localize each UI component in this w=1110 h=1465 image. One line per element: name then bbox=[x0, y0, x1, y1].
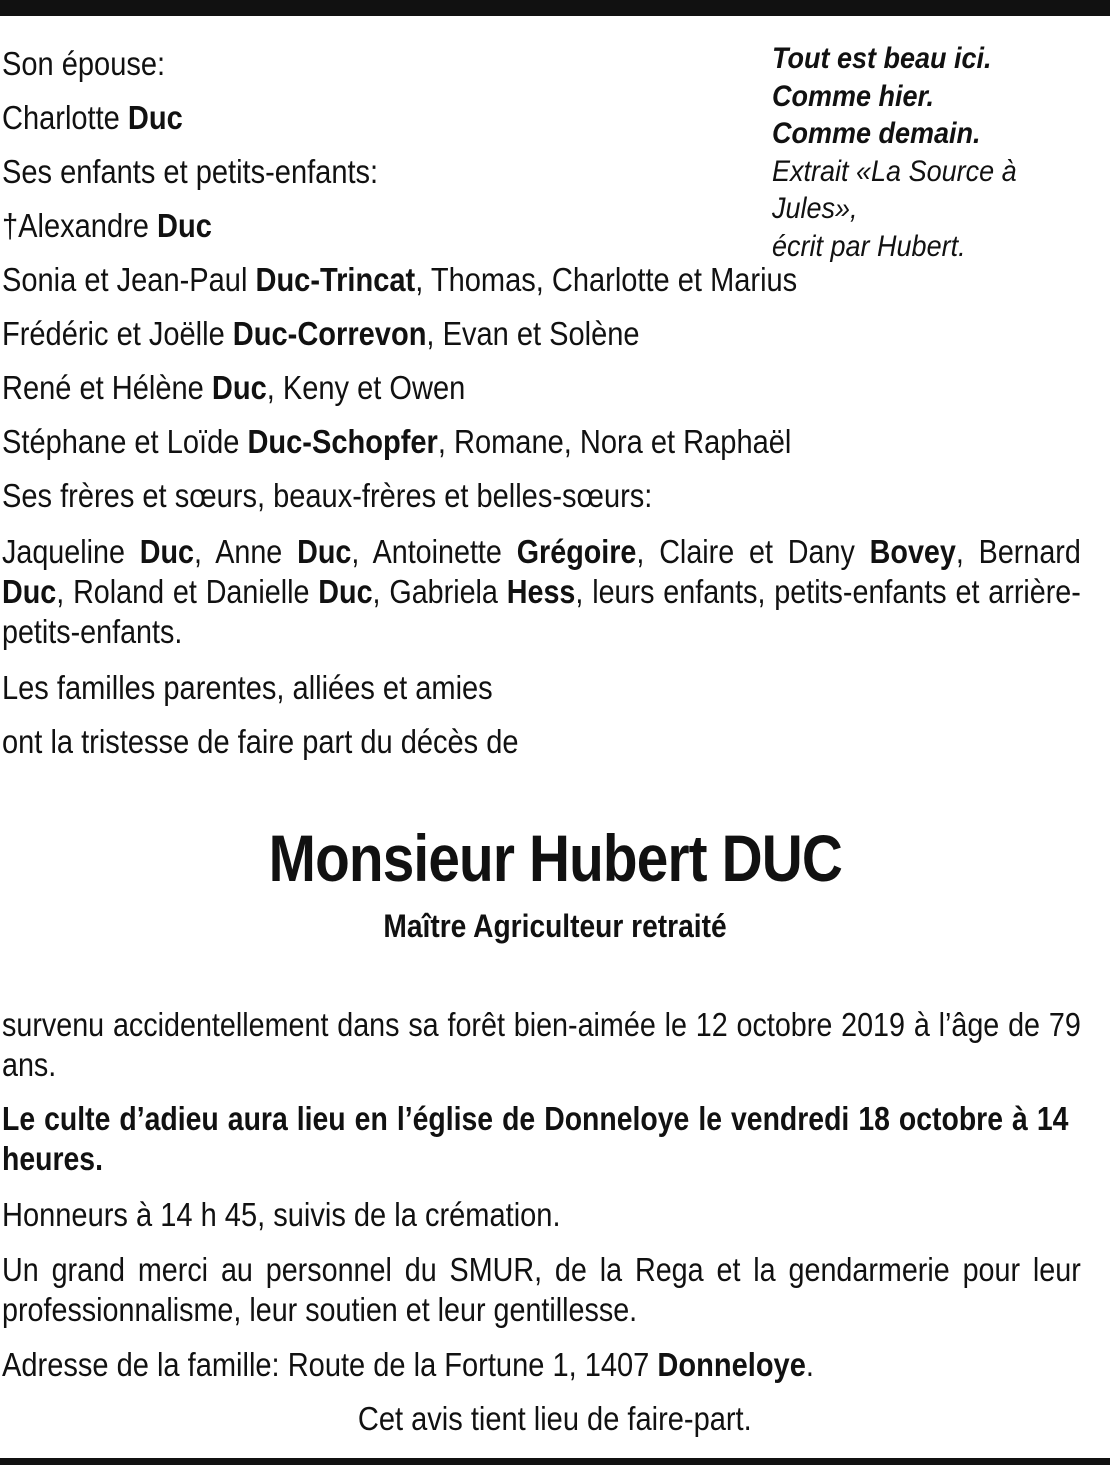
quote-line-2: Comme hier. bbox=[772, 79, 935, 113]
death-details: survenu accidentellement dans sa forêt bien-aimée le 12 octobre 2019 à l’âge de 79 ans. bbox=[2, 1006, 1081, 1083]
spouse-name: Charlotte Duc bbox=[2, 99, 183, 136]
quote-line-3: Comme demain. bbox=[772, 117, 981, 150]
siblings-list: Jaqueline Duc, Anne Duc, Antoinette Grégoire, Claire et Dany Bovey, Bernard Duc, Roland et Danielle Duc, Gabriela Hess, leurs enfants, petits-enfants et arrière-petits-enfants. bbox=[2, 533, 1081, 650]
top-rule bbox=[0, 0, 1110, 16]
spouse-heading: Son épouse: bbox=[2, 45, 166, 82]
service-details: Le culte d’adieu aura lieu en l’église de Donneloye le vendredi 18 octobre à 14 heures. bbox=[2, 1100, 1069, 1177]
announcement-line: ont la tristesse de faire part du décès de bbox=[2, 723, 519, 760]
bottom-rule bbox=[0, 1458, 1110, 1465]
quote-line-1: Tout est beau ici. bbox=[772, 42, 992, 75]
notice-line: Cet avis tient lieu de faire-part. bbox=[358, 1400, 752, 1437]
children-heading: Ses enfants et petits-enfants: bbox=[2, 153, 379, 190]
epigraph-quote bbox=[772, 40, 1105, 265]
child-frederic: Frédéric et Joëlle Duc-Correvon, Evan et Solène bbox=[2, 315, 640, 352]
relatives-line: Les familles parentes, alliées et amies bbox=[2, 669, 493, 706]
siblings-heading: Ses frères et sœurs, beaux-frères et belles-sœurs: bbox=[2, 477, 653, 514]
family-address: Adresse de la famille: Route de la Fortune 1, 1407 Donneloye. bbox=[2, 1346, 814, 1383]
deceased-cross-icon: † bbox=[2, 207, 19, 244]
child-stephane: Stéphane et Loïde Duc-Schopfer, Romane, Nora et Raphaël bbox=[2, 423, 792, 460]
quote-author: écrit par Hubert. bbox=[772, 229, 966, 263]
thanks-paragraph: Un grand merci au personnel du SMUR, de la Rega et la gendarmerie pour leur professionnalisme, leur soutien et leur gentillesse. bbox=[2, 1251, 1081, 1328]
honours-line: Honneurs à 14 h 45, suivis de la crémation. bbox=[2, 1196, 561, 1233]
deceased-name: Monsieur Hubert DUC bbox=[268, 821, 842, 895]
child-sonia: Sonia et Jean-Paul Duc-Trincat, Thomas, Charlotte et Marius bbox=[2, 261, 798, 298]
deceased-title: Maître Agriculteur retraité bbox=[383, 908, 727, 944]
child-alexandre: †Alexandre Duc bbox=[2, 207, 212, 244]
quote-source: Extrait «La Source à Jules», bbox=[772, 154, 1017, 225]
child-rene: René et Hélène Duc, Keny et Owen bbox=[2, 369, 466, 406]
